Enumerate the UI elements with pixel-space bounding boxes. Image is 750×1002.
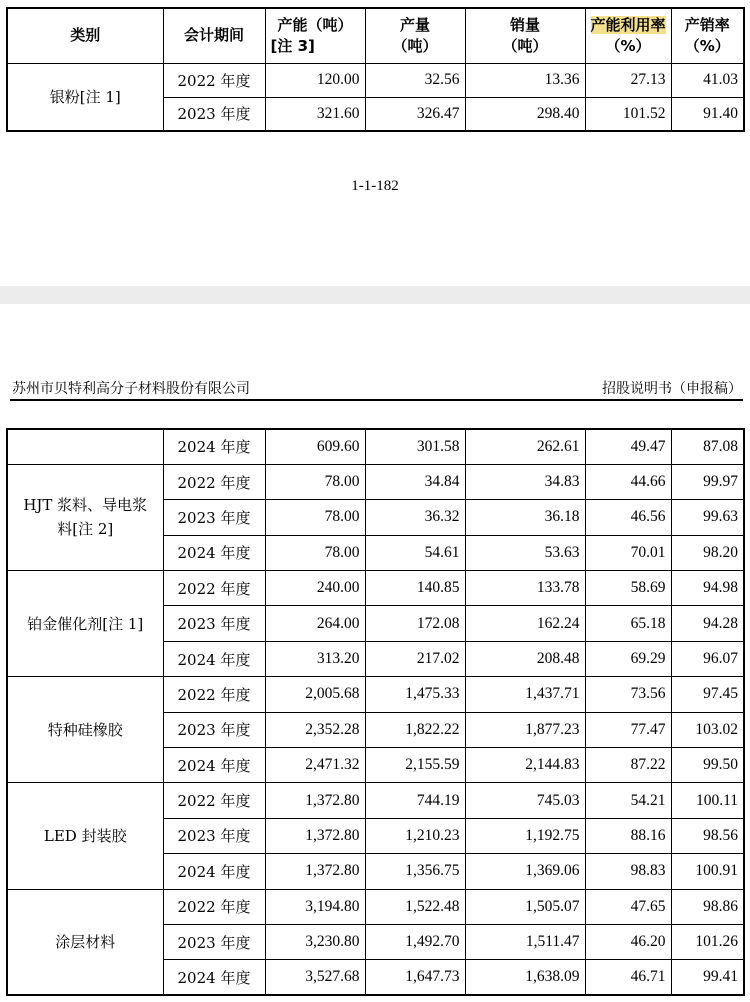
header-period: 会计期间 — [163, 8, 265, 63]
utilization-cell: 27.13 — [585, 63, 671, 97]
output-cell: 32.56 — [365, 63, 465, 97]
output-cell: 1,522.48 — [365, 889, 465, 924]
sales-cell: 53.63 — [465, 535, 585, 570]
output-cell: 54.61 — [365, 535, 465, 570]
output-cell: 217.02 — [365, 641, 465, 676]
sell-through-cell: 87.08 — [671, 429, 744, 464]
utilization-cell: 58.69 — [585, 571, 671, 606]
period-cell: 2023 年度 — [163, 712, 265, 747]
output-cell: 2,155.59 — [365, 748, 465, 783]
sell-through-cell: 100.11 — [671, 783, 744, 818]
sell-through-cell: 100.91 — [671, 854, 744, 889]
sell-through-cell: 41.03 — [671, 63, 744, 97]
utilization-cell: 46.56 — [585, 500, 671, 535]
period-cell: 2023 年度 — [163, 606, 265, 641]
table-row — [7, 783, 744, 818]
sales-cell: 1,877.23 — [465, 712, 585, 747]
sell-through-cell: 98.86 — [671, 889, 744, 924]
sales-cell: 208.48 — [465, 641, 585, 676]
table-row — [7, 677, 744, 712]
capacity-cell: 78.00 — [265, 464, 365, 499]
sales-cell: 162.24 — [465, 606, 585, 641]
output-cell: 1,475.33 — [365, 677, 465, 712]
capacity-cell: 321.60 — [265, 97, 365, 131]
header-capacity: 产能（吨） [注 3] — [265, 8, 365, 63]
sales-cell: 1,511.47 — [465, 924, 585, 959]
utilization-cell: 47.65 — [585, 889, 671, 924]
utilization-cell: 73.56 — [585, 677, 671, 712]
utilization-cell: 44.66 — [585, 464, 671, 499]
sell-through-cell: 99.97 — [671, 464, 744, 499]
capacity-table-main — [6, 428, 745, 996]
header-rule — [10, 399, 743, 401]
category-cell: 特种硅橡胶 — [7, 677, 163, 783]
sales-cell: 298.40 — [465, 97, 585, 131]
sell-through-cell: 91.40 — [671, 97, 744, 131]
sales-cell: 36.18 — [465, 500, 585, 535]
page-number: 1-1-182 — [351, 178, 399, 194]
period-cell: 2024 年度 — [163, 641, 265, 676]
output-cell: 326.47 — [365, 97, 465, 131]
capacity-cell: 1,372.80 — [265, 818, 365, 853]
capacity-cell: 3,194.80 — [265, 889, 365, 924]
running-header-company: 苏州市贝特利高分子材料股份有限公司 — [12, 381, 250, 397]
sales-cell: 1,369.06 — [465, 854, 585, 889]
output-cell: 1,822.22 — [365, 712, 465, 747]
capacity-cell: 609.60 — [265, 429, 365, 464]
capacity-cell: 78.00 — [265, 500, 365, 535]
period-cell: 2022 年度 — [163, 677, 265, 712]
utilization-cell: 88.16 — [585, 818, 671, 853]
period-cell: 2024 年度 — [163, 748, 265, 783]
sell-through-cell: 94.98 — [671, 571, 744, 606]
capacity-cell: 3,527.68 — [265, 960, 365, 995]
output-cell: 140.85 — [365, 571, 465, 606]
capacity-cell: 264.00 — [265, 606, 365, 641]
table-row — [7, 464, 744, 499]
period-cell: 2024 年度 — [163, 535, 265, 570]
page-break-gap — [0, 286, 750, 304]
utilization-cell: 46.20 — [585, 924, 671, 959]
sell-through-cell: 99.63 — [671, 500, 744, 535]
output-cell: 36.32 — [365, 500, 465, 535]
sell-through-cell: 103.02 — [671, 712, 744, 747]
capacity-cell: 3,230.80 — [265, 924, 365, 959]
output-cell: 34.84 — [365, 464, 465, 499]
running-header-doc-type: 招股说明书（申报稿） — [602, 381, 742, 397]
category-cell: 铂金催化剂[注 1] — [7, 571, 163, 677]
sell-through-cell: 98.20 — [671, 535, 744, 570]
sell-through-cell: 98.56 — [671, 818, 744, 853]
table-row — [7, 429, 744, 464]
category-cell: LED 封装胶 — [7, 783, 163, 889]
utilization-cell: 46.71 — [585, 960, 671, 995]
capacity-cell: 1,372.80 — [265, 854, 365, 889]
sell-through-cell: 94.28 — [671, 606, 744, 641]
sell-through-cell: 101.26 — [671, 924, 744, 959]
capacity-table-top — [6, 7, 745, 132]
header-sales: 销量 （吨） — [465, 8, 585, 63]
table-row — [7, 63, 744, 97]
header-sell-through: 产销率 （%） — [671, 8, 744, 63]
capacity-cell: 120.00 — [265, 63, 365, 97]
header-utilization: 产能利用率 （%） — [585, 8, 671, 63]
output-cell: 1,647.73 — [365, 960, 465, 995]
sell-through-cell: 99.41 — [671, 960, 744, 995]
utilization-cell: 87.22 — [585, 748, 671, 783]
period-cell: 2023 年度 — [163, 818, 265, 853]
capacity-cell: 313.20 — [265, 641, 365, 676]
utilization-cell: 49.47 — [585, 429, 671, 464]
utilization-cell: 77.47 — [585, 712, 671, 747]
sales-cell: 2,144.83 — [465, 748, 585, 783]
highlight-mark: 产能利用率 — [590, 15, 666, 34]
header-output: 产量 （吨） — [365, 8, 465, 63]
period-cell: 2022 年度 — [163, 889, 265, 924]
sales-cell: 13.36 — [465, 63, 585, 97]
output-cell: 1,356.75 — [365, 854, 465, 889]
period-cell: 2022 年度 — [163, 63, 265, 97]
sales-cell: 34.83 — [465, 464, 585, 499]
table-row — [7, 889, 744, 924]
capacity-cell: 1,372.80 — [265, 783, 365, 818]
capacity-cell: 240.00 — [265, 571, 365, 606]
utilization-cell: 98.83 — [585, 854, 671, 889]
sales-cell: 1,505.07 — [465, 889, 585, 924]
period-cell: 2023 年度 — [163, 500, 265, 535]
utilization-cell: 65.18 — [585, 606, 671, 641]
period-cell: 2022 年度 — [163, 571, 265, 606]
table-row — [7, 571, 744, 606]
sell-through-cell: 99.50 — [671, 748, 744, 783]
utilization-cell: 101.52 — [585, 97, 671, 131]
output-cell: 1,492.70 — [365, 924, 465, 959]
capacity-cell: 78.00 — [265, 535, 365, 570]
category-cell: HJT 浆料、导电浆料[注 2] — [7, 464, 163, 570]
utilization-cell: 54.21 — [585, 783, 671, 818]
sales-cell: 745.03 — [465, 783, 585, 818]
period-cell: 2024 年度 — [163, 429, 265, 464]
capacity-cell: 2,352.28 — [265, 712, 365, 747]
utilization-cell: 69.29 — [585, 641, 671, 676]
capacity-cell: 2,005.68 — [265, 677, 365, 712]
sales-cell: 133.78 — [465, 571, 585, 606]
sales-cell: 262.61 — [465, 429, 585, 464]
period-cell: 2023 年度 — [163, 924, 265, 959]
output-cell: 172.08 — [365, 606, 465, 641]
sell-through-cell: 96.07 — [671, 641, 744, 676]
sell-through-cell: 97.45 — [671, 677, 744, 712]
category-cell-empty — [7, 429, 163, 464]
header-category: 类别 — [7, 8, 163, 63]
utilization-cell: 70.01 — [585, 535, 671, 570]
output-cell: 1,210.23 — [365, 818, 465, 853]
capacity-cell: 2,471.32 — [265, 748, 365, 783]
sales-cell: 1,437.71 — [465, 677, 585, 712]
period-cell: 2022 年度 — [163, 464, 265, 499]
output-cell: 301.58 — [365, 429, 465, 464]
period-cell: 2024 年度 — [163, 854, 265, 889]
category-cell: 银粉[注 1] — [7, 63, 163, 131]
period-cell: 2023 年度 — [163, 97, 265, 131]
category-cell: 涂层材料 — [7, 889, 163, 995]
sales-cell: 1,192.75 — [465, 818, 585, 853]
period-cell: 2022 年度 — [163, 783, 265, 818]
sales-cell: 1,638.09 — [465, 960, 585, 995]
period-cell: 2024 年度 — [163, 960, 265, 995]
output-cell: 744.19 — [365, 783, 465, 818]
